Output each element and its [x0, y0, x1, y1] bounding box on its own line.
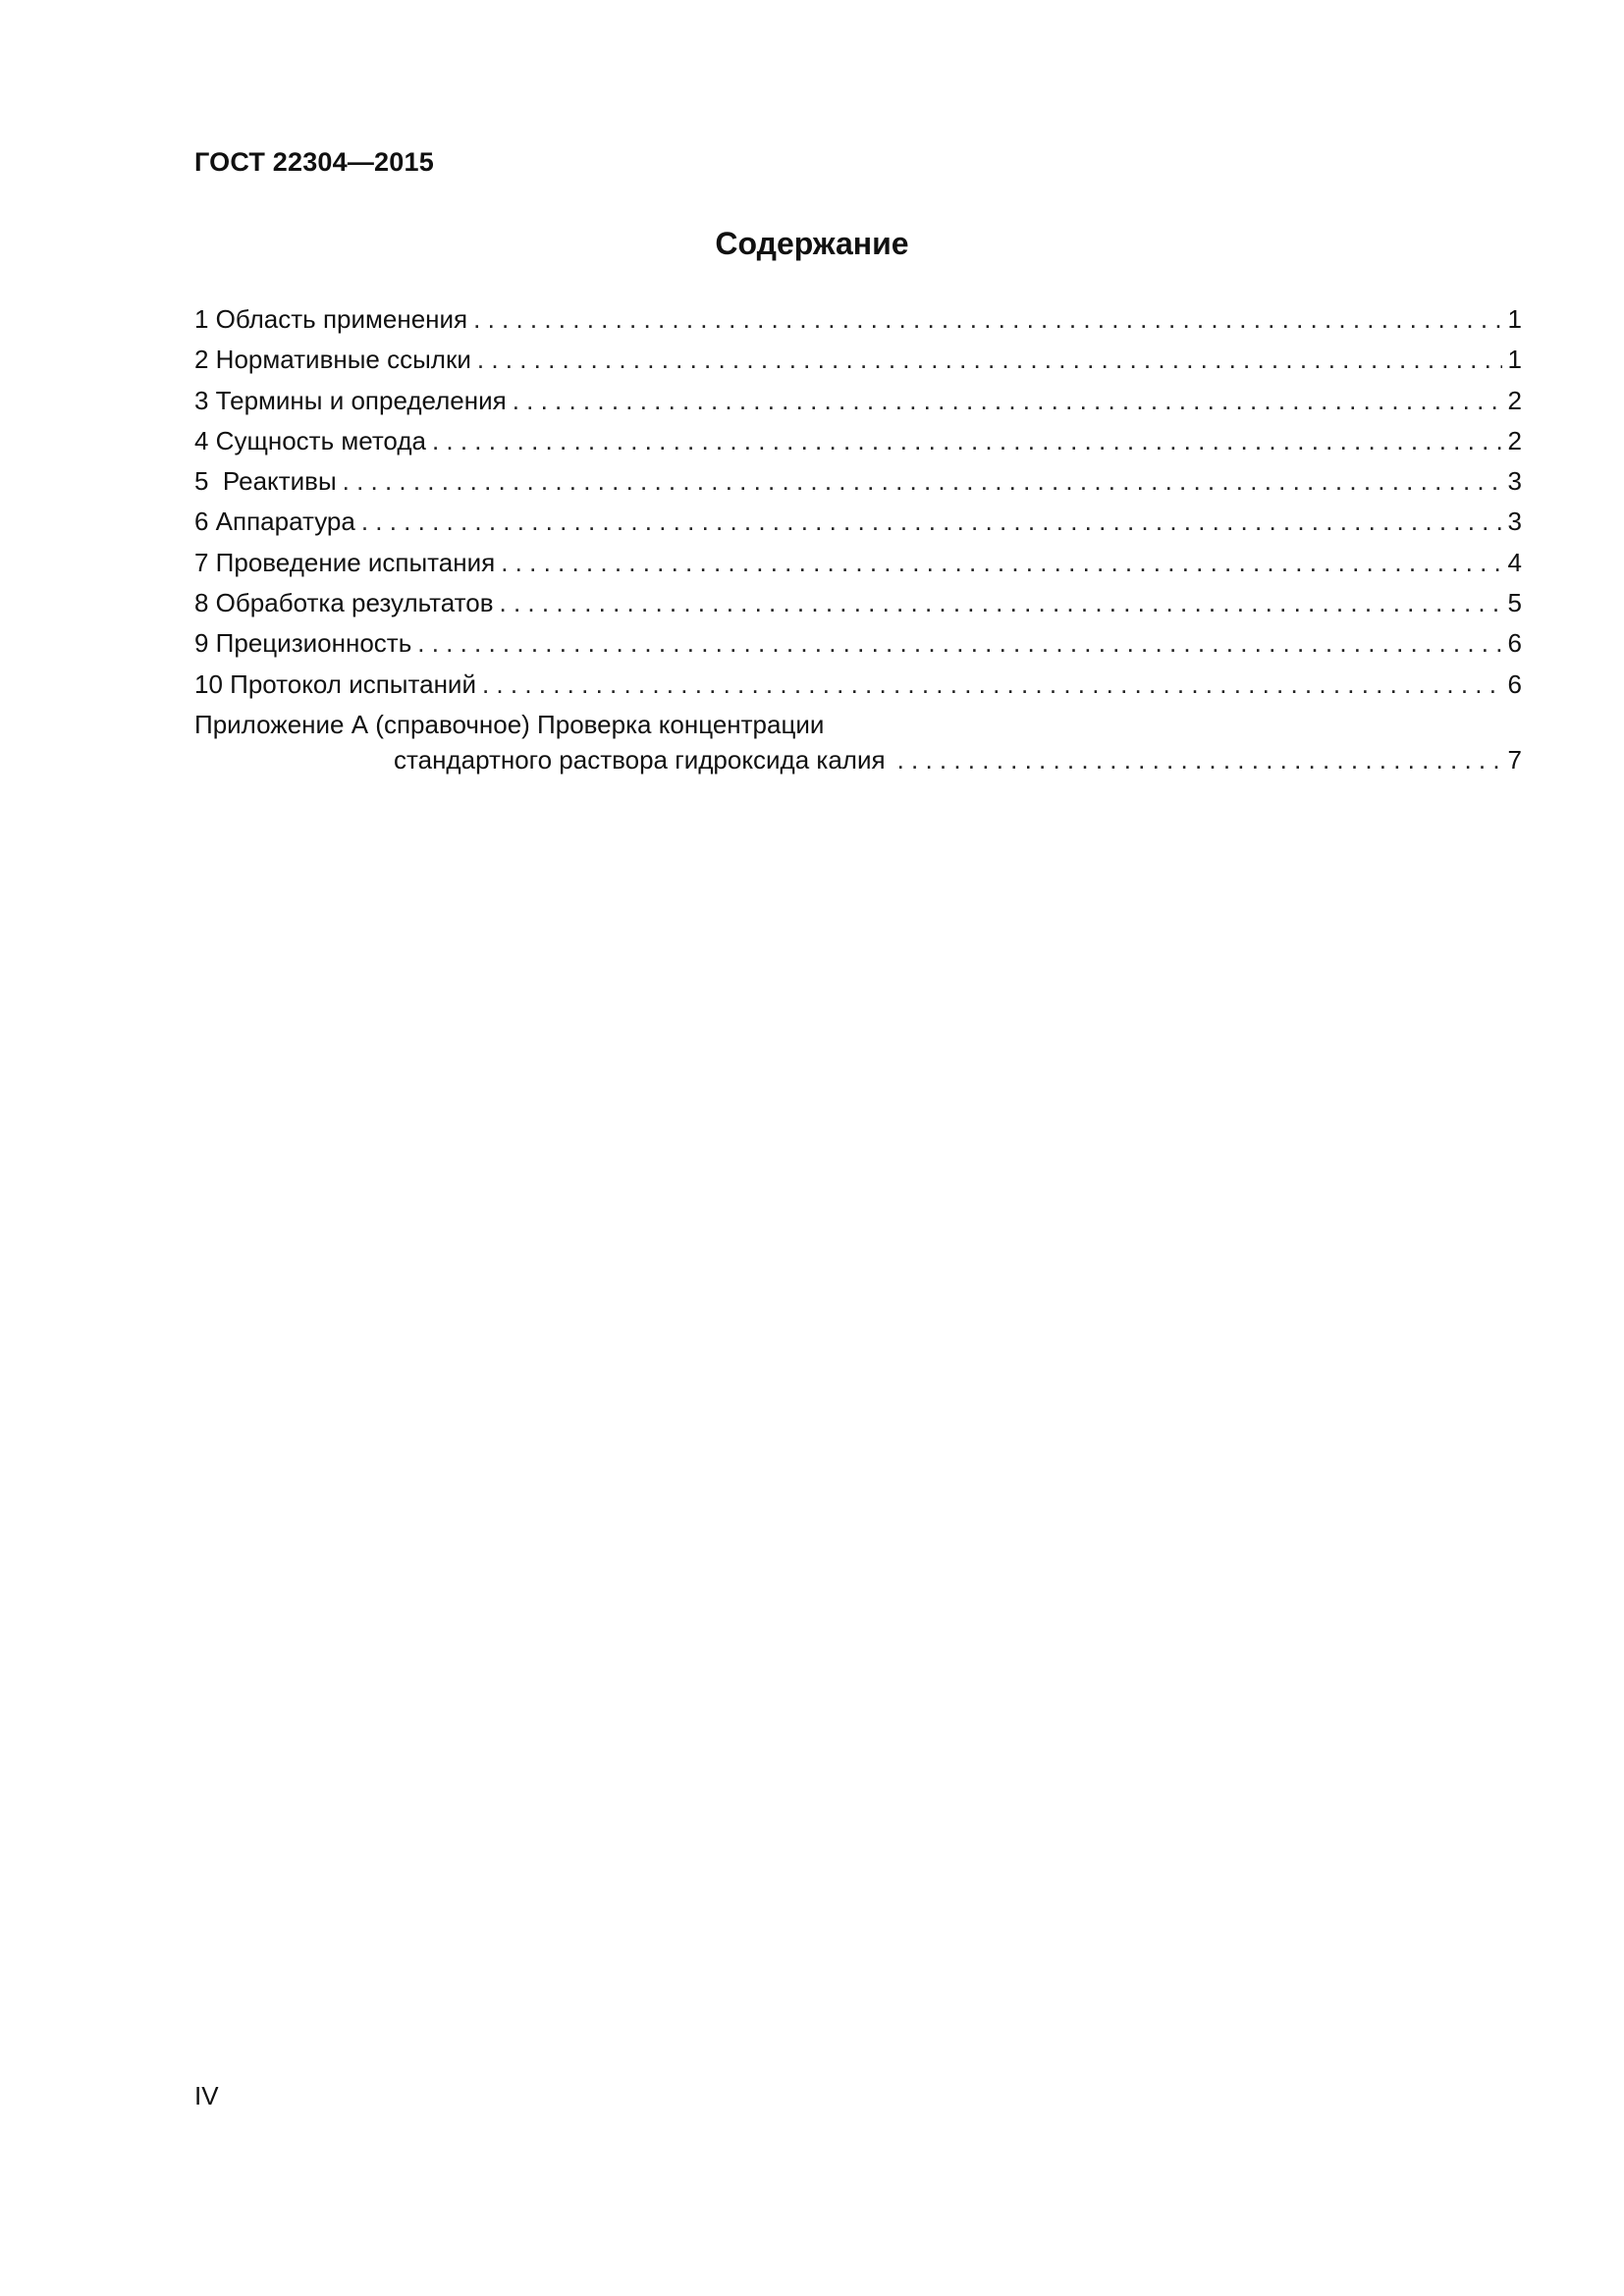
- toc-dot-leader: [343, 461, 1502, 502]
- toc-dot-leader: [500, 583, 1502, 623]
- toc-entry-page: 2: [1507, 385, 1522, 415]
- toc-entry-page: 2: [1507, 425, 1522, 455]
- toc-entry-label: 7 Проведение испытания: [194, 547, 496, 577]
- toc-entry-method-principle[interactable]: [194, 421, 1522, 461]
- toc-annex-title-line1: Приложение А (справочное) Проверка концентрации: [194, 709, 825, 739]
- toc-entry-label: 2 Нормативные ссылки: [194, 345, 471, 375]
- toc-dot-leader: [473, 299, 1501, 340]
- toc-entry-test-procedure[interactable]: [194, 543, 1522, 583]
- toc-entry-label: 9 Прецизионность: [194, 628, 412, 659]
- document-code: ГОСТ 22304—2015: [194, 147, 434, 177]
- toc-entry-results-processing[interactable]: [194, 583, 1522, 623]
- toc-entry-label: 5 Реактивы: [194, 466, 337, 497]
- toc-entry-page: 1: [1507, 304, 1522, 334]
- toc-entry-apparatus[interactable]: [194, 502, 1522, 542]
- toc-entry-label: 3 Термины и определения: [194, 385, 507, 415]
- toc-entry-scope[interactable]: [194, 299, 1522, 340]
- toc-entry-reagents[interactable]: [194, 461, 1522, 502]
- toc-dot-leader: [477, 340, 1502, 380]
- toc-entry-page: 5: [1507, 588, 1522, 618]
- toc-entry-label: 10 Протокол испытаний: [194, 668, 476, 699]
- toc-entry-normative-references[interactable]: [194, 340, 1522, 380]
- toc-dot-leader: [897, 742, 1502, 777]
- page-number: IV: [194, 2081, 219, 2110]
- toc-entry-page: 4: [1507, 547, 1522, 577]
- toc-entry-page: 6: [1507, 628, 1522, 659]
- toc-dot-leader: [482, 665, 1502, 705]
- toc-entry-test-report[interactable]: [194, 665, 1522, 705]
- toc-annex-title-line2: стандартного раствора гидроксида калия: [394, 744, 886, 774]
- toc-annex-title-line2-row: [194, 742, 1522, 777]
- toc-entry-terms[interactable]: [194, 381, 1522, 421]
- toc-dot-leader: [361, 502, 1502, 542]
- toc-title: Содержание: [715, 226, 909, 261]
- toc-dot-leader: [513, 381, 1502, 421]
- toc-entry-annex-a[interactable]: [194, 707, 1522, 777]
- toc-entry-page: 7: [1507, 744, 1522, 774]
- table-of-contents: [194, 299, 1522, 777]
- toc-entry-page: 3: [1507, 507, 1522, 537]
- toc-entry-page: 6: [1507, 668, 1522, 699]
- toc-entry-label: 1 Область применения: [194, 304, 468, 334]
- toc-entry-page: 1: [1507, 345, 1522, 375]
- toc-entry-page: 3: [1507, 466, 1522, 497]
- toc-entry-label: 6 Аппаратура: [194, 507, 355, 537]
- toc-dot-leader: [417, 623, 1501, 664]
- toc-entry-label: 8 Обработка результатов: [194, 588, 494, 618]
- toc-dot-leader: [501, 543, 1501, 583]
- toc-dot-leader: [432, 421, 1502, 461]
- toc-entry-label: 4 Сущность метода: [194, 425, 426, 455]
- toc-entry-precision[interactable]: [194, 623, 1522, 664]
